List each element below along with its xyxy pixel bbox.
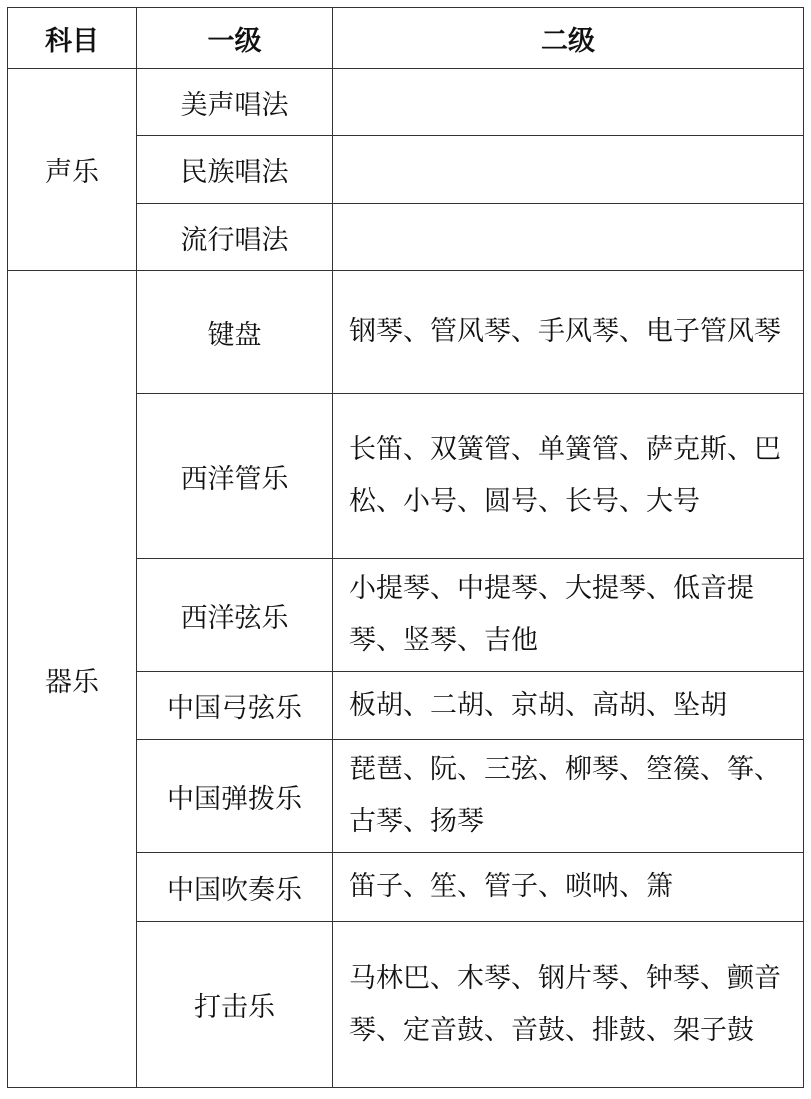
level2-cell: 钢琴、管风琴、手风琴、电子管风琴 — [333, 271, 804, 394]
table-row — [8, 271, 804, 394]
subject-cell-vocal: 声乐 — [8, 69, 137, 271]
table-row — [8, 69, 804, 136]
level2-cell — [333, 136, 804, 204]
level1-cell: 中国弓弦乐 — [137, 672, 333, 740]
level1-cell: 西洋管乐 — [137, 394, 333, 559]
level2-cell: 笛子、笙、管子、唢呐、箫 — [333, 853, 804, 922]
level2-cell: 长笛、双簧管、单簧管、萨克斯、巴松、小号、圆号、长号、大号 — [333, 394, 804, 559]
level2-cell: 马林巴、木琴、钢片琴、钟琴、颤音琴、定音鼓、音鼓、排鼓、架子鼓 — [333, 922, 804, 1088]
level1-cell: 中国吹奏乐 — [137, 853, 333, 922]
level1-cell: 民族唱法 — [137, 136, 333, 204]
level1-cell: 打击乐 — [137, 922, 333, 1088]
level2-cell: 小提琴、中提琴、大提琴、低音提琴、竖琴、吉他 — [333, 559, 804, 672]
header-level1: 一级 — [137, 8, 333, 69]
level2-cell: 板胡、二胡、京胡、高胡、坠胡 — [333, 672, 804, 740]
level1-cell: 流行唱法 — [137, 204, 333, 271]
subject-cell-instrumental: 器乐 — [8, 271, 137, 1088]
level1-cell: 西洋弦乐 — [137, 559, 333, 672]
header-level2: 二级 — [333, 8, 804, 69]
music-category-table — [7, 7, 804, 1088]
level2-cell — [333, 69, 804, 136]
level2-cell: 琵琶、阮、三弦、柳琴、箜篌、筝、古琴、扬琴 — [333, 740, 804, 853]
level2-cell — [333, 204, 804, 271]
level1-cell: 中国弹拨乐 — [137, 740, 333, 853]
header-row — [8, 8, 804, 69]
header-subject: 科目 — [8, 8, 137, 69]
level1-cell: 键盘 — [137, 271, 333, 394]
level1-cell: 美声唱法 — [137, 69, 333, 136]
